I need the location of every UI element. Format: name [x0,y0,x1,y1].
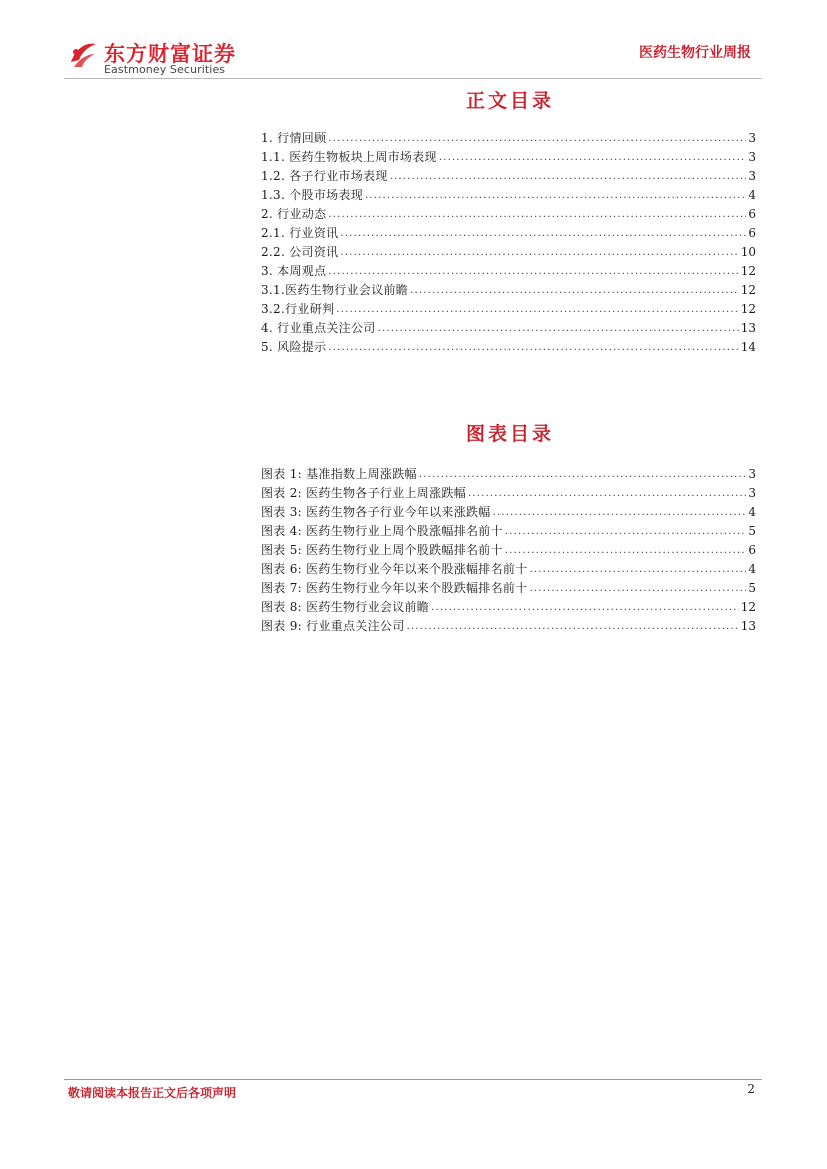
toc-entry[interactable] [261,186,756,205]
dot-leader [439,148,746,167]
table-of-contents [261,129,756,357]
toc-entry-text: 3.2.行业研判 [261,302,335,316]
toc-entry-text: 2. 行业动态 [261,207,327,221]
figure-entry[interactable] [261,465,756,484]
toc-entry-text: 1.1. 医药生物板块上周市场表现 [261,150,437,164]
figure-entry[interactable] [261,560,756,579]
toc-entry-text: 5. 风险提示 [261,340,327,354]
toc-entry[interactable] [261,338,756,357]
figure-entry-text: 图表 3: 医药生物各子行业今年以来涨跌幅 [261,505,491,519]
toc-entry[interactable] [261,167,756,186]
toc-entry[interactable] [261,262,756,281]
figure-entry-text: 图表 1: 基准指数上周涨跌幅 [261,467,417,481]
figure-entry-text: 图表 5: 医药生物行业上周个股跌幅排名前十 [261,543,503,557]
toc-entry-page: 6 [748,226,756,240]
toc-entry[interactable] [261,224,756,243]
figure-entry-text: 图表 8: 医药生物行业会议前瞻 [261,600,430,614]
toc-entry[interactable] [261,281,756,300]
toc-entry-text: 1.3. 个股市场表现 [261,188,364,202]
dot-leader [340,224,746,243]
toc-entry-page: 4 [748,188,756,202]
dot-leader [407,617,739,636]
report-type-label: 医药生物行业周报 [639,45,751,61]
dot-leader [328,205,746,224]
toc-entry-text: 2.1. 行业资讯 [261,226,339,240]
figure-entry-text: 图表 9: 行业重点关注公司 [261,619,405,633]
dot-leader [378,319,739,338]
toc-entry-page: 13 [740,321,756,335]
toc-entry-page: 12 [740,264,756,278]
toc-entry-page: 12 [740,283,756,297]
logo-chinese-text: 东方财富证券 [104,42,236,66]
figure-entry[interactable] [261,484,756,503]
logo-english-text: Eastmoney Securities [104,63,226,76]
toc-entry-text: 4. 行业重点关注公司 [261,321,376,335]
dot-leader [390,167,746,186]
figure-entry-page: 5 [748,524,756,538]
figure-entry[interactable] [261,522,756,541]
eastmoney-logo [68,38,248,78]
dot-leader [340,243,738,262]
dot-leader [336,300,738,319]
toc-entry[interactable] [261,319,756,338]
figure-list [261,465,756,636]
toc-entry-page: 3 [748,169,756,183]
dot-leader [468,484,746,503]
toc-entry[interactable] [261,148,756,167]
figure-entry[interactable] [261,617,756,636]
toc-entry-page: 3 [748,150,756,164]
figure-entry-page: 4 [748,562,756,576]
toc-entry-text: 1.2. 各子行业市场表现 [261,169,388,183]
dot-leader [419,465,746,484]
dot-leader [365,186,746,205]
figure-entry[interactable] [261,541,756,560]
toc-entry-text: 3. 本周观点 [261,264,327,278]
dot-leader [431,598,739,617]
figure-entry[interactable] [261,579,756,598]
figure-entry[interactable] [261,503,756,522]
figure-entry-page: 12 [740,600,756,614]
figure-entry-page: 3 [748,486,756,500]
toc-entry-page: 12 [740,302,756,316]
figure-entry-page: 4 [748,505,756,519]
toc-entry-text: 3.1.医药生物行业会议前瞻 [261,283,409,297]
toc-entry[interactable] [261,243,756,262]
dot-leader [505,522,746,541]
toc-entry-page: 10 [740,245,756,259]
toc-entry-page: 6 [748,207,756,221]
toc-title: 正文目录 [465,90,554,112]
dot-leader [530,579,746,598]
eastmoney-logo-icon [68,40,98,70]
dot-leader [505,541,746,560]
dot-leader [328,262,738,281]
dot-leader [493,503,746,522]
dot-leader [328,338,738,357]
toc-entry-page: 14 [740,340,756,354]
toc-entry-text: 2.2. 公司资讯 [261,245,339,259]
footer-disclaimer: 敬请阅读本报告正文后各项声明 [68,1086,237,1100]
figure-entry-text: 图表 7: 医药生物行业今年以来个股跌幅排名前十 [261,581,528,595]
footer-divider [64,1079,762,1080]
toc-entry-text: 1. 行情回顾 [261,131,327,145]
figure-entry-text: 图表 6: 医药生物行业今年以来个股涨幅排名前十 [261,562,528,576]
header-divider [64,78,762,79]
figure-entry-page: 13 [740,619,756,633]
page-number: 2 [747,1082,755,1096]
toc-entry[interactable] [261,205,756,224]
figure-entry-page: 6 [748,543,756,557]
figure-entry-text: 图表 4: 医药生物行业上周个股涨幅排名前十 [261,524,503,538]
dot-leader [410,281,739,300]
dot-leader [530,560,746,579]
figure-entry-page: 5 [748,581,756,595]
figure-entry-page: 3 [748,467,756,481]
page-header [0,0,827,90]
toc-entry[interactable] [261,300,756,319]
figure-entry-text: 图表 2: 医药生物各子行业上周涨跌幅 [261,486,467,500]
figures-title: 图表目录 [465,423,554,445]
figure-entry[interactable] [261,598,756,617]
toc-entry[interactable] [261,129,756,148]
dot-leader [328,129,746,148]
toc-entry-page: 3 [748,131,756,145]
